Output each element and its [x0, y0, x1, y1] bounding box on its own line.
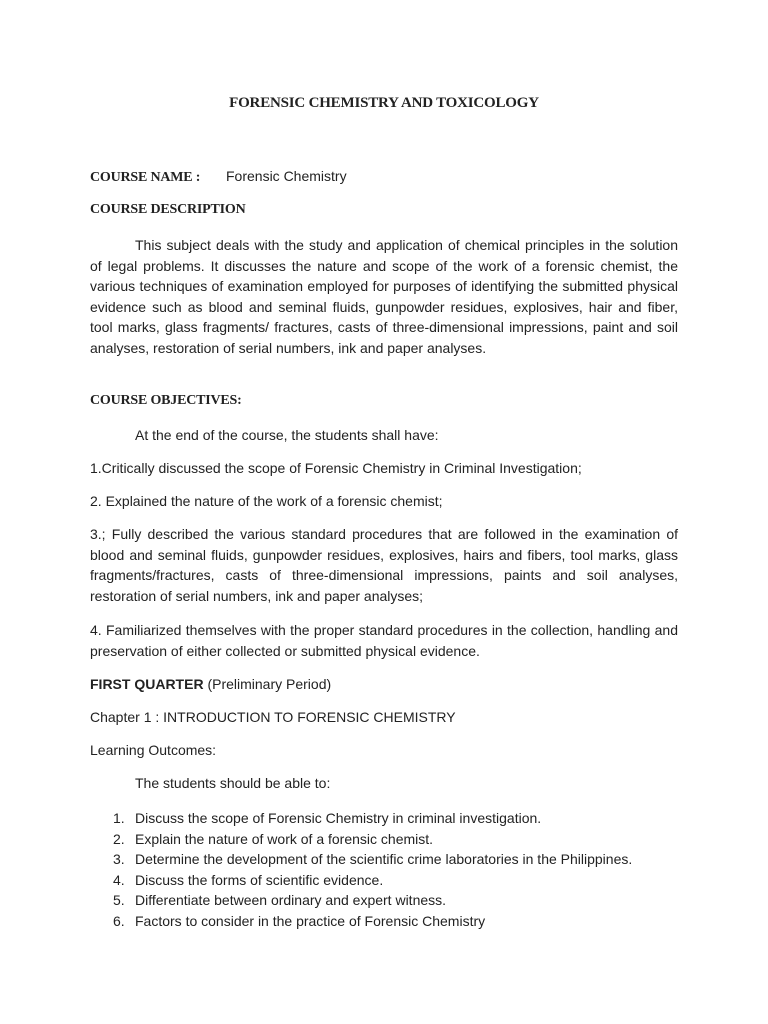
learning-outcomes-intro: The students should be able to:	[135, 775, 331, 791]
quarter-label: FIRST QUARTER	[90, 676, 204, 692]
course-name-value: Forensic Chemistry	[226, 168, 347, 184]
objective-item: 3.; Fully described the various standard procedures that are followed in the examination of blood and seminal fluids, gunpowder residues, explosives, hairs and fibers, tool marks, glass fragments/fractures, casts of three-dimensional impressions, paints and soil analyses, restoration of serial numbers, ink and paper analyses;	[90, 526, 678, 604]
list-item	[90, 829, 678, 850]
quarter-period: (Preliminary Period)	[207, 676, 332, 692]
list-item-number: 2.	[113, 830, 125, 847]
list-item-number: 4.	[113, 871, 125, 888]
list-item-text: Determine the development of the scientific crime laboratories in the Philippines.	[135, 851, 633, 868]
course-description-heading: COURSE DESCRIPTION	[90, 202, 246, 217]
course-name-row	[90, 168, 678, 186]
list-item	[90, 890, 678, 911]
list-item-text: Explain the nature of work of a forensic chemist.	[135, 830, 434, 847]
quarter-line	[90, 674, 678, 695]
objective-item: 1.Critically discussed the scope of Forensic Chemistry in Criminal Investigation;	[90, 460, 582, 476]
list-item-text: Discuss the forms of scientific evidence.	[135, 871, 384, 888]
list-item-text: Discuss the scope of Forensic Chemistry in criminal investigation.	[135, 810, 542, 826]
objective-item: 4. Familiarized themselves with the proper standard procedures in the collection, handling and preservation of either collected or submitted physical evidence.	[90, 622, 678, 659]
learning-outcomes-list	[90, 808, 678, 932]
list-item-number: 6.	[113, 912, 125, 929]
list-item	[90, 870, 678, 891]
course-name-label: COURSE NAME :	[90, 170, 201, 185]
list-item	[90, 849, 678, 870]
document-title: FORENSIC CHEMISTRY AND TOXICOLOGY	[229, 95, 539, 111]
list-item-number: 1.	[113, 810, 125, 826]
chapter-heading: Chapter 1 : INTRODUCTION TO FORENSIC CHEMISTRY	[90, 709, 456, 725]
list-item-number: 5.	[113, 892, 125, 909]
learning-outcomes-list-wrap	[90, 808, 678, 932]
list-item-text: Differentiate between ordinary and expert witness.	[135, 892, 447, 909]
learning-outcomes-heading: Learning Outcomes:	[90, 742, 217, 758]
objective-item: 2. Explained the nature of the work of a forensic chemist;	[90, 493, 443, 509]
course-objectives-heading: COURSE OBJECTIVES:	[90, 393, 242, 408]
list-item-number: 3.	[113, 851, 125, 868]
course-description-text: This subject deals with the study and application of chemical principles in the solution of legal problems. It discusses the nature and scope of the work of a forensic chemist, the various techniques of examination employed for purposes of identifying the submitted physical evidence such as blood and seminal fluids, gunpowder residues, explosives, hair and fiber, tool marks, glass fragments/ fractures, casts of three-dimensional impressions, paint and soil analyses, restoration of serial numbers, ink and paper analyses.	[90, 237, 678, 356]
course-objectives-intro: At the end of the course, the students shall have:	[135, 427, 439, 443]
list-item	[90, 911, 678, 932]
list-item	[90, 808, 678, 829]
list-item-text: Factors to consider in the practice of Forensic Chemistry	[135, 912, 486, 929]
